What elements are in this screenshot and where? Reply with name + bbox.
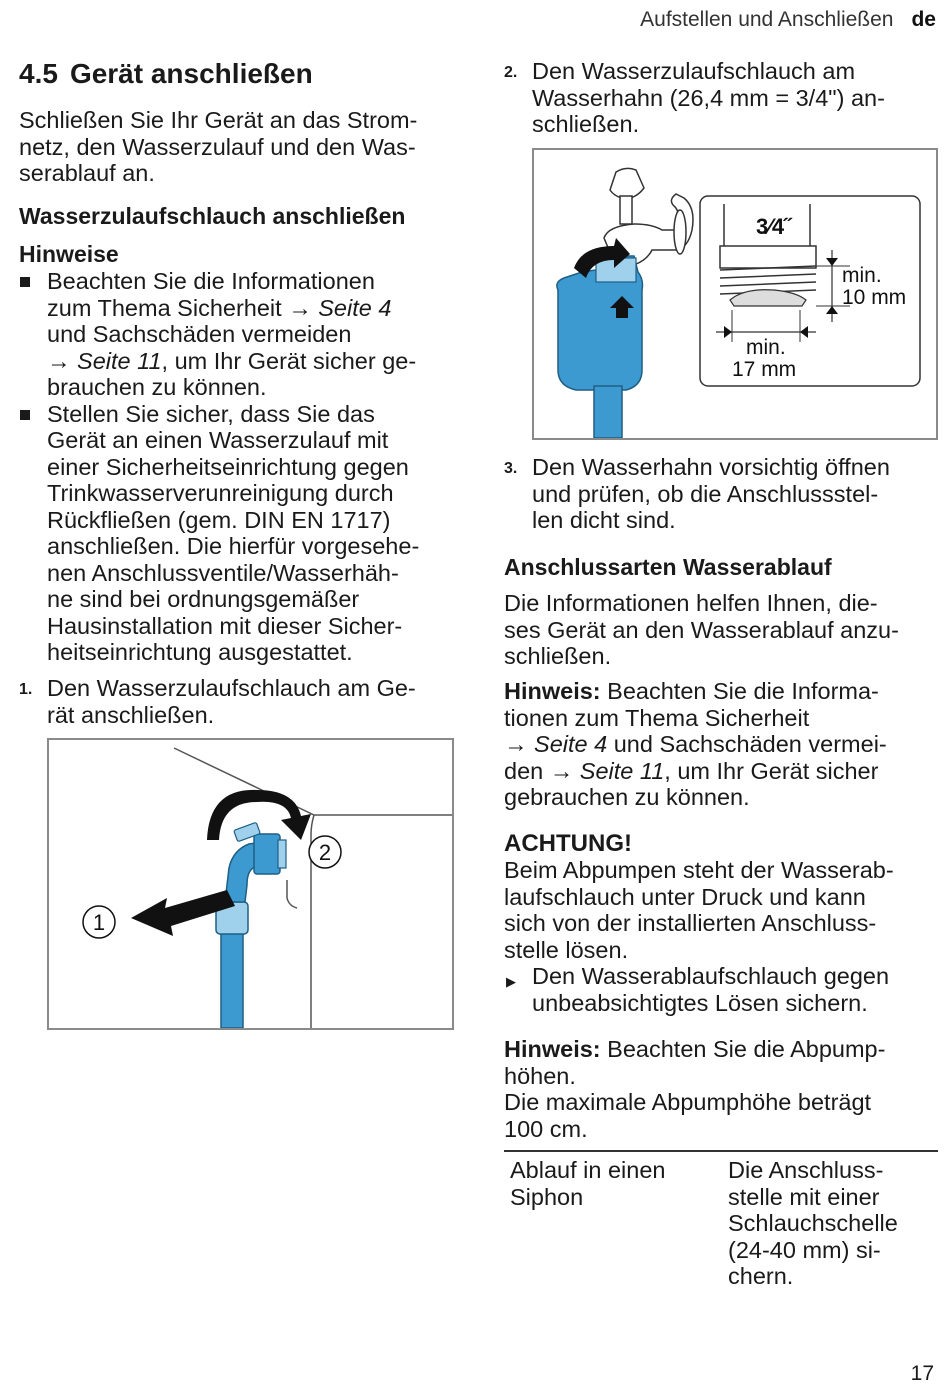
hint-safety [504,678,887,811]
step-line: len dicht sind. [532,507,676,533]
subheading-water-inlet: Wasserzulaufschlauch anschließen [19,203,406,229]
chapter-title: Aufstellen und Anschließen [640,8,894,31]
language-code: de [911,8,936,31]
figure-hose-to-appliance-drawing [49,740,452,1028]
notes-list [19,268,459,666]
hint-line: 100 cm. [504,1115,588,1142]
page-reference-link[interactable]: Seite 4 [318,294,392,321]
warning-line: stelle lösen. [504,936,629,963]
action-line: unbeabsichtigtes Lösen sichern. [532,989,868,1016]
figure-hose-to-tap-drawing [534,150,936,438]
cell-line: Siphon [510,1183,584,1210]
note-line: ne sind bei ordnungsgemäßer [47,586,360,612]
warning-line: sich von der installierten Anschluss- [504,910,877,936]
cell-line: Ablauf in einen [510,1157,666,1183]
step-3 [504,454,890,534]
note-line: brauchen zu können. [47,374,267,400]
note-line: und Sachschäden vermeiden [47,321,352,347]
running-header [640,8,936,32]
arrow-right-icon: → [504,731,528,757]
intro-line: serablauf an. [19,160,155,186]
note-line: Gerät an einen Wasserzulauf mit [47,427,389,453]
bullet-square-icon [20,410,30,420]
cell-line: stelle mit einer [728,1183,880,1210]
note-item-safety [19,268,459,401]
note-line: Trinkwasserverunreinigung durch [47,480,394,506]
note-line: Beachten Sie die Informationen [47,268,375,294]
hint-label: Hinweis: [504,1036,601,1062]
step-1 [19,675,416,728]
bullet-square-icon [20,277,30,287]
warning-text [504,857,894,963]
step-number: 3. [504,460,518,477]
hint-line: den → Seite 11, um Ihr Gerät sicher [504,757,879,784]
step-line: Den Wasserhahn vorsichtig öffnen [532,454,890,480]
step-line: schließen. [532,111,640,137]
hint-line: Hinweis: Beachten Sie die Abpump- [504,1036,886,1062]
intro-line: Schließen Sie Ihr Gerät an das Strom- [19,107,418,133]
warning-action [504,963,889,1016]
figure-hose-to-appliance [47,738,454,1030]
para-line: schließen. [504,643,612,669]
action-line: Den Wasserablaufschlauch gegen [532,963,890,989]
cell-line: (24-40 mm) si- [728,1236,881,1263]
arrow-right-icon: → [288,294,312,321]
page-number: 17 [910,1362,934,1385]
step-line: Den Wasserzulaufschlauch am [532,58,856,84]
subheading-drain: Anschlussarten Wasserablauf [504,554,832,580]
note-line: → Seite 11, um Ihr Gerät sicher ge- [47,347,417,374]
section-title [19,58,313,90]
arrow-right-icon: → [549,757,574,784]
warning-line: Beim Abpumpen steht der Wasserab- [504,857,894,883]
step-number: 2. [504,64,518,81]
step-line: rät anschließen. [47,701,215,728]
hint-line: → Seite 4 und Sachschäden vermei- [504,731,887,757]
note-line: Stellen Sie sicher, dass Sie das [47,400,375,427]
note-line: heitseinrichtung ausgestattet. [47,639,353,665]
note-item-backflow [19,401,459,666]
min-height-label: min. [842,264,882,287]
drain-connection-table [504,1150,938,1289]
step-2 [504,58,885,138]
step-line: Den Wasserzulaufschlauch am Ge- [47,675,416,701]
intro-paragraph [19,107,417,187]
page-reference-link[interactable]: Seite 4 [534,731,608,757]
action-triangle-icon: ▶ [506,974,516,989]
hint-line: gebrauchen zu können. [504,784,750,810]
note-line: anschließen. Die hierfür vorgesehe- [47,533,420,559]
section-title-text: Gerät anschließen [69,58,313,89]
min-width-label: min. [746,336,786,359]
para-line: ses Gerät an den Wasserablauf anzu- [504,616,899,643]
table-cell-type [510,1157,720,1210]
page-reference-link[interactable]: Seite 11 [77,347,162,374]
arrow-right-icon: → [47,347,71,374]
notes-heading: Hinweise [19,241,119,267]
section-number: 4.5 [19,58,58,89]
drain-paragraph [504,590,899,670]
cell-line: Schlauchschelle [728,1210,898,1236]
callout-2: 2 [318,840,332,865]
hint-line: höhen. [504,1062,576,1089]
cell-line: Die Anschluss- [728,1157,884,1183]
hint-line: Hinweis: Beachten Sie die Informa- [504,678,879,704]
note-line: nen Anschlussventile/Wasserhäh- [47,559,399,586]
note-line: zum Thema Sicherheit → Seite 4 [47,294,392,321]
step-number: 1. [19,681,33,698]
hint-pump-height [504,1036,885,1142]
note-line: Hausinstallation mit dieser Sicher- [47,612,403,639]
hint-line: Die maximale Abpumphöhe beträgt [504,1089,872,1115]
note-line: einer Sicherheitseinrichtung gegen [47,453,409,480]
page-reference-link[interactable]: Seite 11 [579,757,665,784]
cell-line: chern. [728,1263,794,1289]
intro-line: netz, den Wasserzulauf und den Was- [19,133,416,160]
min-width-value: 17 mm [732,358,797,381]
table-cell-instruction [728,1157,938,1290]
figure-hose-to-tap [532,148,938,440]
para-line: Die Informationen helfen Ihnen, die- [504,590,878,616]
hint-line: tionen zum Thema Sicherheit [504,704,810,731]
step-line: und prüfen, ob die Anschlussstel- [532,480,879,507]
warning-line: laufschlauch unter Druck und kann [504,883,866,910]
warning-title: ACHTUNG! [504,830,632,857]
callout-1: 1 [92,910,106,935]
step-line: Wasserhahn (26,4 mm = 3/4") an- [532,84,885,111]
note-line: Rückfließen (gem. DIN EN 1717) [47,506,391,533]
hint-label: Hinweis: [504,678,601,704]
thread-size-label: 3⁄4˝ [756,214,792,239]
min-height-value: 10 mm [842,286,907,309]
